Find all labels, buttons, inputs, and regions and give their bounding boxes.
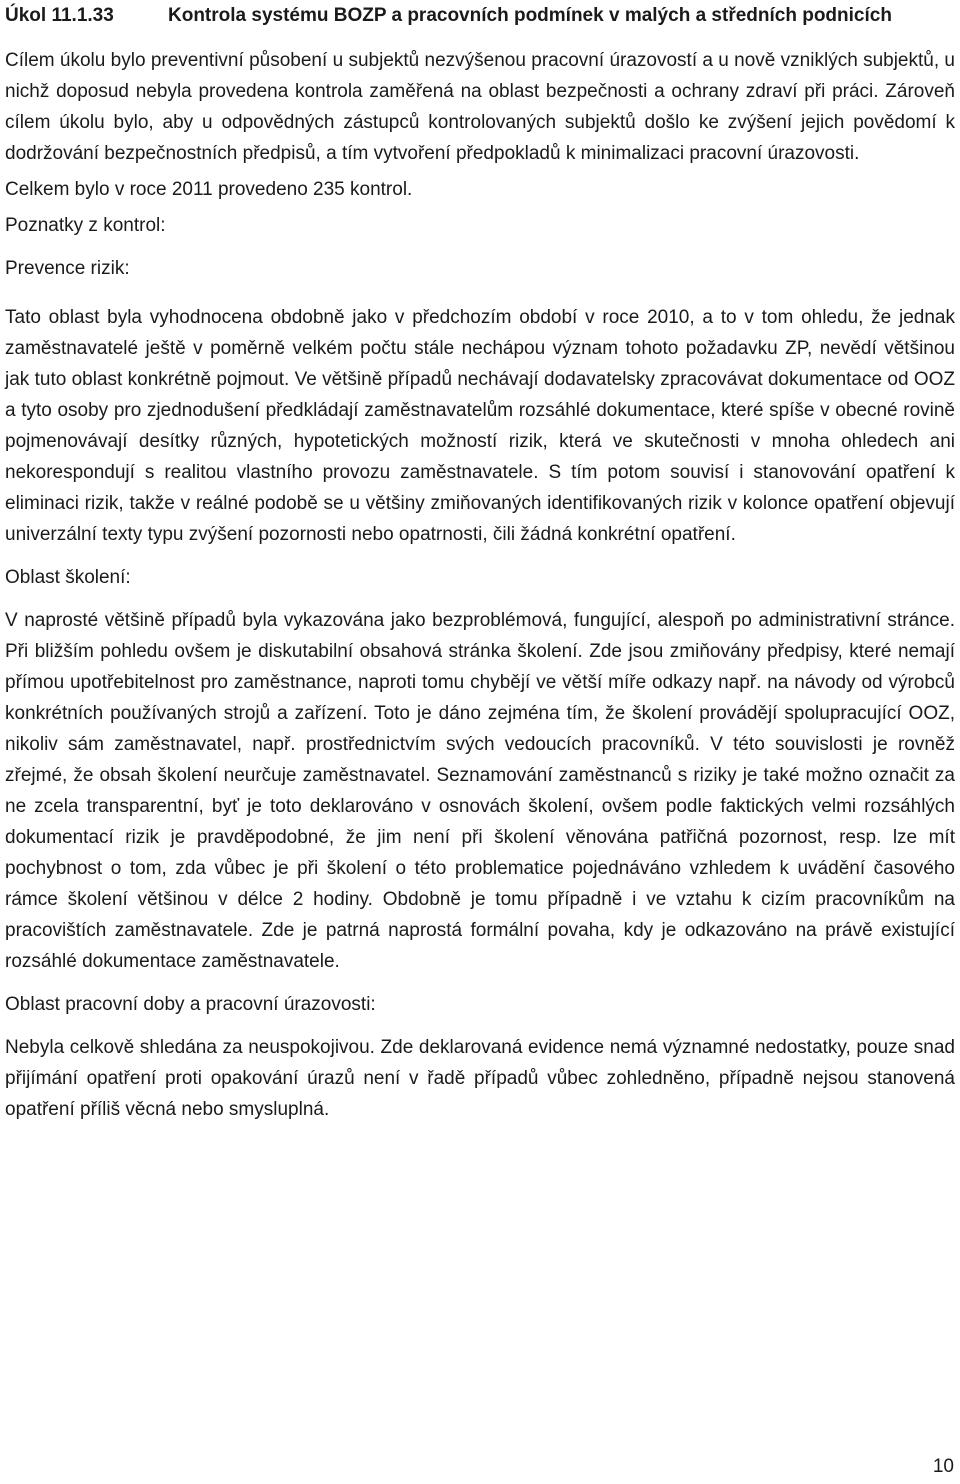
training-paragraph: V naprosté většině případů byla vykazována jako bezproblémová, fungující, alespoň po administrativní stránce. Při bližším pohledu ovšem je diskutabilní obsahová stránka školení. Zde jsou zmiňovány předpisy, které nemají přímou upotřebitelnost pro zaměstnance, naproti tomu chybějí ve větší míře odkazy např. na návody od výrobců konkrétních používaných strojů a zařízení. Toto je dáno zejména tím, že školení provádějí spolupracující OOZ, nikoliv sám zaměstnavatel, např. prostřednictvím svých vedoucích pracovníků. V této souvislosti je rovněž zřejmé, že obsah školení neurčuje zaměstnavatel. Seznamování zaměstnanců s riziky je také možno označit za ne zcela transparentní, byť je toto deklarováno v osnovách školení, ovšem podle faktických velmi rozsáhlých dokumentací rizik je pravděpodobné, že jim není při školení věnována patřičná pozornost, resp. lze mít pochybnost o tom, zda vůbec je při školení o této problematice pojednáváno vzhledem k uvádění časového rámce školení většinou v délce 2 hodiny. Obdobně je tomu případně i ve vztahu k cizím pracovníkům na pracovištích zaměstnavatele. Zde je patrná naprostá formální povaha, kdy je odkazováno na právě existující rozsáhlé dokumentace zaměstnavatele. — [5, 610, 955, 972]
goal-paragraph: Cílem úkolu bylo preventivní působení u subjektů nezvýšenou pracovní úrazovostí a u nově vzniklých subjektů, u nichž doposud nebyla provedena kontrola zaměřená na oblast bezpečnosti a ochrany zdraví při práci. Zároveň cílem úkolu bylo, aby u odpovědných zástupců kontrolovaných subjektů došlo ke zvýšení jejich povědomí k dodržování bezpečnostních předpisů, a tím vytvoření předpokladů k minimalizaci pracovní úrazovosti. — [5, 50, 955, 164]
findings-label: Poznatky z kontrol: — [5, 215, 166, 236]
section-heading — [5, 1, 955, 31]
working-hours-label: Oblast pracovní doby a pracovní úrazovosti: — [5, 994, 376, 1015]
page-number: 10 — [932, 1456, 954, 1477]
inspection-count-paragraph: Celkem bylo v roce 2011 provedeno 235 kontrol. — [5, 179, 413, 200]
task-number: Úkol 11.1.33 — [5, 5, 114, 26]
risk-prevention-label: Prevence rizik: — [5, 258, 130, 279]
training-label: Oblast školení: — [5, 567, 131, 588]
risk-prevention-paragraph: Tato oblast byla vyhodnocena obdobně jako v předchozím období v roce 2010, a to v tom ohledu, že jednak zaměstnavatelé ještě v poměrně velkém počtu stále nechápou význam tohoto požadavku ZP, nevědí většinou jak tuto oblast konkrétně pojmout. Ve většině případů nechávají dodavatelsky zpracovávat dokumentace od OOZ a tyto osoby pro zjednodušení předkládají zaměstnavatelům rozsáhlé dokumentace, které spíše v obecné rovině pojmenovávají desítky různých, hypotetických možností rizik, která ve skutečnosti v mnoha ohledech ani nekorespondují s realitou vlastního provozu zaměstnavatele. S tím potom souvisí i stanovování opatření k eliminaci rizik, takže v reálné podobě se u většiny zmiňovaných identifikovaných rizik v kolonce opatření objevují univerzální texty typu zvýšení pozornosti nebo opatrnosti, čili žádná konkrétní opatření. — [5, 307, 955, 545]
working-hours-paragraph: Nebyla celkově shledána za neuspokojivou. Zde deklarovaná evidence nemá významné nedostatky, pouze snad přijímání opatření proti opakování úrazů není v řadě případů vůbec zohledněno, případně nejsou stanovená opatření příliš věcná nebo smysluplná. — [5, 1037, 955, 1120]
document-page — [5, 0, 955, 1125]
section-title: Kontrola systému BOZP a pracovních podmínek v malých a středních podnicích — [168, 5, 892, 26]
